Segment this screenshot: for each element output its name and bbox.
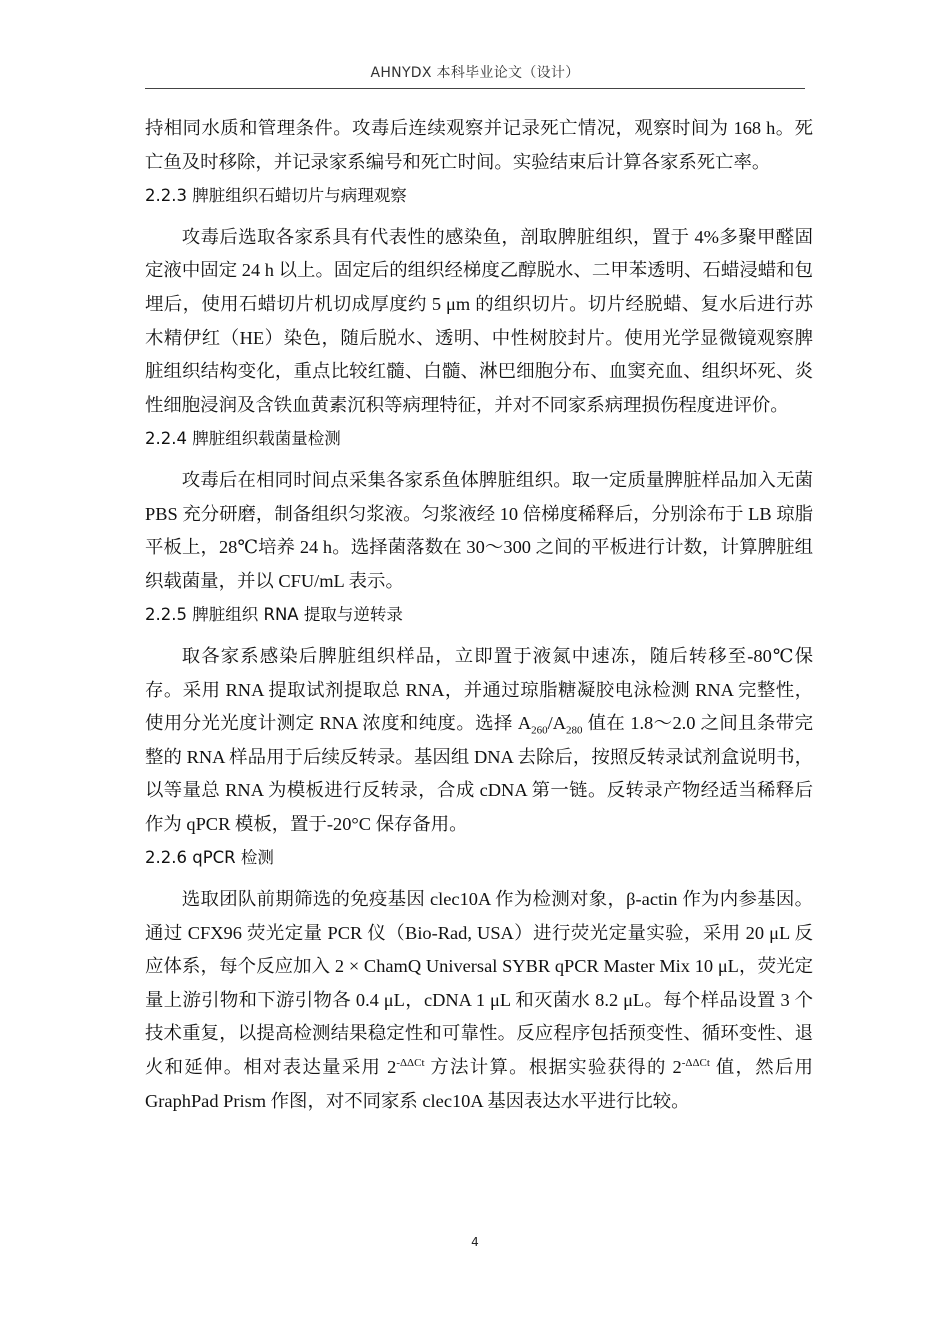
text-span: 取各家系感染后脾脏组织样品，立即置于液氮中速冻，随后转移至-80℃保存。采用 RNA 提取试剂提取总 RNA，并通过琼脂糖凝胶电泳检测 RNA 完整性，使用分光光度计测定 RNA 浓度和纯度。选择 A (145, 645, 813, 734)
text-span: 值，然后用 GraphPad Prism 作图，对不同家系 clec10A 基因表达水平进行比较。 (145, 1057, 813, 1111)
paragraph-bacterial-load: 攻毒后在相同时间点采集各家系鱼体脾脏组织。取一定质量脾脏样品加入无菌 PBS 充分研磨，制备组织匀浆液。匀浆液经 10 倍梯度稀释后，分别涂布于 LB 琼脂平板上，28℃培养 24 h。选择菌落数在 30～300 之间的平板进行计数，计算脾脏组织载菌量，并以 CFU/mL 表示。 (145, 469, 813, 591)
subscript: 280 (566, 724, 583, 737)
text-span: /A (547, 713, 567, 734)
section-heading-2-2-6: 2.2.6 qPCR 检测 (145, 848, 274, 868)
section-heading-2-2-5: 2.2.5 脾脏组织 RNA 提取与逆转录 (145, 605, 403, 625)
superscript: -ΔΔCt (396, 1056, 425, 1069)
paragraph-continued: 持相同水质和管理条件。攻毒后连续观察并记录死亡情况，观察时间为 168 h。死亡鱼及时移除，并记录家系编号和死亡时间。实验结束后计算各家系死亡率。 (145, 118, 813, 172)
section-heading-2-2-4: 2.2.4 脾脏组织载菌量检测 (145, 429, 341, 449)
paragraph-rna-extraction (145, 640, 813, 842)
section-heading-2-2-3: 2.2.3 脾脏组织石蜡切片与病理观察 (145, 186, 407, 206)
paragraph-histology: 攻毒后选取各家系具有代表性的感染鱼，剖取脾脏组织，置于 4%多聚甲醛固定液中固定 24 h 以上。固定后的组织经梯度乙醇脱水、二甲苯透明、石蜡浸蜡和包埋后，使用石蜡切片机切成厚度约 5 μm 的组织切片。切片经脱蜡、复水后进行苏木精伊红（HE）染色，随后脱水、透明、中性树胶封片。使用光学显微镜观察脾脏组织结构变化，重点比较红髓、白髓、淋巴细胞分布、血窦充血、组织坏死、炎性细胞浸润及含铁血黄素沉积等病理特征，并对不同家系病理损伤程度进评价。 (145, 226, 813, 415)
header-rule (145, 88, 805, 89)
text-span: 方法计算。根据实验获得的 2 (424, 1057, 682, 1078)
document-body (145, 112, 813, 1118)
page-number: 4 (471, 1235, 479, 1249)
paragraph-qpcr (145, 883, 813, 1118)
page-header: AHNYDX 本科毕业论文（设计） (370, 65, 580, 81)
text-span: 值在 1.8～2.0 之间且条带完整的 RNA 样品用于后续反转录。基因组 DNA 去除后，按照反转录试剂盒说明书，以等量总 RNA 为模板进行反转录，合成 cDNA 第一链。反转录产物经适当稀释后作为 qPCR 模板，置于-20°C 保存备用。 (145, 713, 813, 834)
text-span: 选取团队前期筛选的免疫基因 clec10A 作为检测对象，β-actin 作为内参基因。通过 CFX96 荧光定量 PCR 仪（Bio-Rad, USA）进行荧光定量实验，采用 20 μL 反应体系，每个反应加入 2 × ChamQ Universal SYBR qPCR Master Mix 10 μL，荧光定量上游引物和下游引物各 0.4 μL，cDNA 1 μL 和灭菌水 8.2 μL。每个样品设置 3 个技术重复，以提高检测结果稳定性和可靠性。反应程序包括预变性、循环变性、退火和延伸。相对表达量采用 2 (145, 889, 813, 1078)
subscript: 260 (531, 724, 548, 737)
superscript: -ΔΔCt (681, 1056, 710, 1069)
